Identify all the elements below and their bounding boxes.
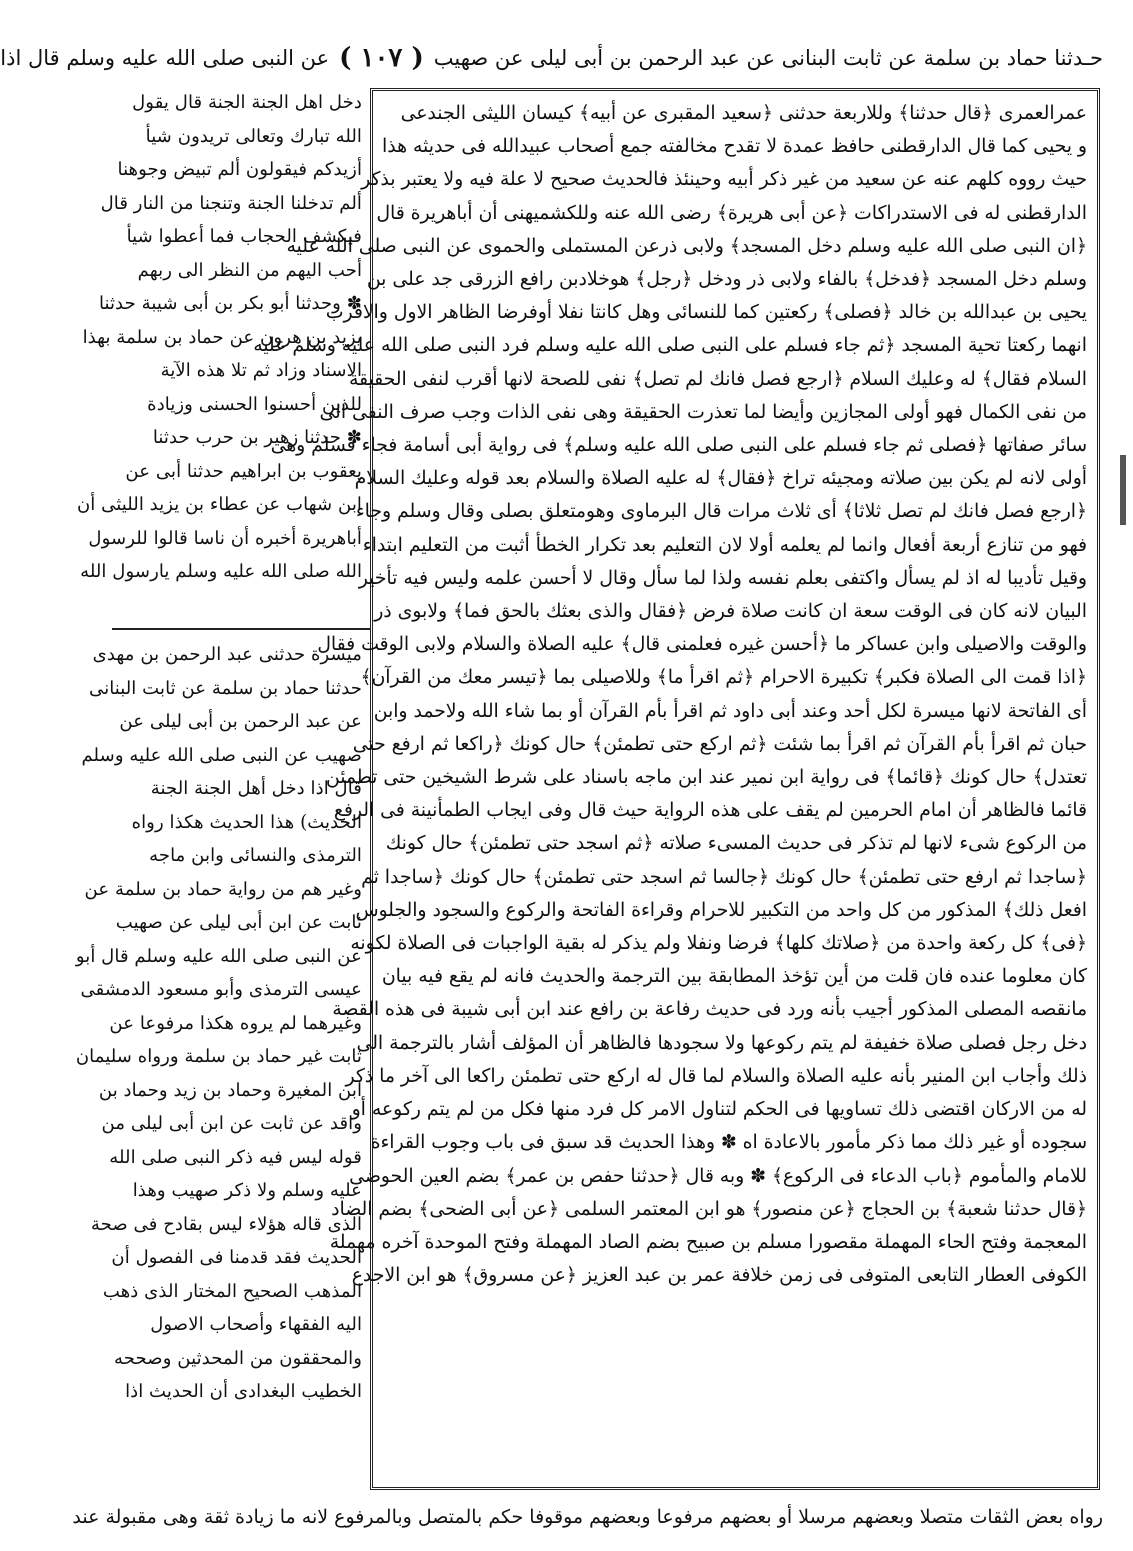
commentary-line: قائما فالظاهر أن امام الحرمين لم يقف على هذه الرواية حيث قال وفى ايجاب الطمأنينة فى الرفع <box>333 800 1087 822</box>
side-text-line: عيسى الترمذى وأبو مسعود الدمشقى <box>80 979 362 1000</box>
commentary-line: أى الفاتحة لانها ميسرة لكل أحد وعند أبى داود ثم اقرأ بأم القرآن أو بما شاء الله ولاحمد وابن <box>373 700 1087 722</box>
side-text-line: حدثنا حماد بن سلمة عن ثابت البنانى <box>89 677 362 699</box>
side-text-line: للذين أحسنوا الحسنى وزيادة <box>147 393 362 415</box>
commentary-line: افعل ذلك﴾ المذكور من كل واحد من التكبير للاحرام وقراءة الفاتحة والركوع والسجود والجلوس <box>355 899 1087 921</box>
commentary-line: ﴿فى﴾ كل ركعة واحدة من ﴿صلاتك كلها﴾ فرضا ونفلا ولم يذكر له بقية الواجبات فى الصلاة لكونه <box>350 933 1087 955</box>
commentary-line: كان معلوما عنده فان قلت من أين تؤخذ المطابقة بين الترجمة والحديث فانه لم يقع فيه بيان <box>381 966 1087 988</box>
side-text-line: ثابت غير حماد بن سلمة ورواه سليمان <box>75 1046 362 1067</box>
side-text-line: أباهريرة أخبره أن ناسا قالوا للرسول <box>88 527 362 549</box>
page-number: ( ١٠٧ ) <box>339 43 424 73</box>
side-text-line: عليه وسلم ولا ذكر صهيب وهذا <box>132 1180 362 1201</box>
side-text-line: اليه الفقهاء وأصحاب الاصول <box>150 1314 362 1335</box>
side-text-line: الله صلى الله عليه وسلم يارسول الله <box>80 561 362 582</box>
margin-mark <box>1120 455 1126 525</box>
side-text-line: وغيرهما لم يروه هكذا مرفوعا عن <box>109 1012 362 1034</box>
side-text-line: الحديث) هذا الحديث هكذا رواه <box>131 811 362 833</box>
side-text-line: قال اذا دخل أهل الجنة الجنة <box>150 778 362 799</box>
commentary-line: وسلم دخل المسجد ﴿فدخل﴾ بالفاء ولابى ذر ودخل ﴿رجل﴾ هوخلادبن رافع الزرقى جد على بن <box>366 269 1087 291</box>
commentary-line: ﴿ساجدا ثم ارفع حتى تطمئن﴾ حال كونك ﴿جالسا ثم اسجد حتى تطمئن﴾ حال كونك ﴿ساجدا ثم <box>361 866 1087 888</box>
commentary-line: ذلك وأجاب ابن المنير بأنه عليه الصلاة والسلام لما قال له اركع حتى تطمئن راكعا الى آخر ما ذكر <box>345 1065 1087 1087</box>
side-text-line: واقد عن ثابت عن ابن أبى ليلى من <box>101 1113 362 1134</box>
side-text-line: قوله ليس فيه ذكر النبى صلى الله <box>109 1146 362 1168</box>
side-text-line: يعقوب بن ابراهيم حدثنا أبى عن <box>125 460 362 482</box>
commentary-line: ﴿اذا قمت الى الصلاة فكبر﴾ تكبيرة الاحرام ﴿ثم اقرأ ما﴾ وللاصيلى بما ﴿تيسر معك من القرآن﴾ <box>360 667 1087 689</box>
commentary-line: السلام فقال﴾ له وعليك السلام ﴿ارجع فصل فانك لم تصل﴾ نفى للصحة لانها أقرب لنفى الحقيقة <box>348 368 1087 390</box>
page-header <box>0 38 1103 78</box>
commentary-line: حيث رووه كلهم عنه عن سعيد من غير ذكر أبيه وحينئذ فالحديث صحيح لا علة فيه ولا يعتبر بذكر <box>361 169 1087 191</box>
commentary-line: دخل رجل فصلى صلاة خفيفة لم يتم ركوعها ولا سجودها فالظاهر أن المؤلف أشار بالترجمة الى <box>356 1032 1087 1054</box>
commentary-line: من نفى الكمال فهو أولى المجازين وأيضا لما تعذرت الحقيقة وهى نفى الذات وجب صرف النفى الى <box>319 401 1087 423</box>
side-text-line: الترمذى والنسائى وابن ماجه <box>149 845 362 866</box>
side-text-line: دخل اهل الجنة الجنة قال يقول <box>132 92 362 113</box>
commentary-line: أولى لانه لم يكن بين صلاته ومجيئه تراخ ﴿فقال﴾ له عليه الصلاة والسلام بعد قوله وعليك السلام <box>354 468 1087 490</box>
header-left-text: عن النبى صلى الله عليه وسلم قال اذا <box>0 46 330 70</box>
side-text-line: ✽ وحدثنا أبو بكر بن أبى شيبة حدثنا <box>98 293 362 314</box>
side-column-bottom <box>75 638 362 1488</box>
side-text-line: الله تبارك وتعالى تريدون شيأ <box>145 125 362 147</box>
commentary-line: للامام والمأموم ﴿باب الدعاء فى الركوع﴾ ✽ وبه قال ﴿حدثنا حفص بن عمر﴾ بضم العين الحوضى <box>349 1165 1087 1187</box>
commentary-line: من الركوع شىء لانها لم تذكر فى حديث المسىء صلاته ﴿ثم اسجد حتى تطمئن﴾ حال كونك <box>385 833 1087 855</box>
commentary-line: ﴿ارجع فصل فانك لم تصل ثلاثا﴾ أى ثلاث مرات قال البرماوى وهومتعلق بصلى وقال وسلم وجاء <box>355 501 1087 523</box>
side-text-line: عن النبى صلى الله عليه وسلم قال أبو <box>75 945 362 967</box>
commentary-line: ﴿ان النبى صلى الله عليه وسلم دخل المسجد﴾ ولابى ذرعن المستملى والحموى عن النبى صلى الله عليه <box>286 235 1087 257</box>
side-text-line: ✽ حدثنا زهير بن حرب حدثنا <box>152 427 362 448</box>
side-text-line: الاسناد وزاد ثم تلا هذه الآية <box>160 360 362 381</box>
side-text-line: الحديث فقد قدمنا فى الفصول أن <box>111 1247 362 1268</box>
commentary-line: وقيل تأديبا له اذ لم يسأل واكتفى بعلم نفسه ولذا لما سأل وقال لا أحسن علمه وليس فيه تأخير <box>358 567 1087 589</box>
commentary-line: عمرالعمرى ﴿قال حدثنا﴾ وللاربعة حدثنى ﴿سعيد المقبرى عن أبيه﴾ كيسان الليثى الجندعى <box>400 103 1087 124</box>
page-footer-line: رواه بعض الثقات متصلا وبعضهم مرسلا أو بعضهم مرفوعا وبعضهم موقوفا حكم بالمتصل وبالمرفوع لانه ما زيادة ثقة وهى مقبولة عند <box>72 1506 1103 1528</box>
commentary-line: والوقت والاصيلى وابن عساكر ما ﴿أحسن غيره فعلمنى قال﴾ عليه الصلاة والسلام ولابى الوقت فقال <box>317 634 1087 656</box>
commentary-line: ﴿قال حدثنا شعبة﴾ بن الحجاج ﴿عن منصور﴾ هو ابن المعتمر السلمى ﴿عن أبى الضحى﴾ بضم الضاد <box>331 1198 1087 1220</box>
commentary-line: تعتدل﴾ حال كونك ﴿قائما﴾ فى رواية ابن نمير عند ابن ماجه باسناد على شرط الشيخين حتى تطمئن <box>325 767 1087 789</box>
commentary-line: و يحيى كما قال الدارقطنى حافظ عمدة لا تقدح مخالفته جمع أصحاب عبيدالله فى حديثه هذا <box>382 136 1087 158</box>
side-text-line: عن عبد الرحمن بن أبى ليلى عن <box>119 711 362 732</box>
side-column-divider <box>112 628 370 630</box>
side-text-line: ابن شهاب عن عطاء بن يزيد الليثى أن <box>76 494 362 515</box>
commentary-line: سجوده أو غير ذلك مما ذكر مأمور بالاعادة اه ✽ وهذا الحديث قد سبق فى باب وجوب القراءة <box>370 1132 1087 1154</box>
side-text-line: أحب اليهم من النظر الى ربهم <box>137 259 362 281</box>
commentary-line: البيان لانه كان فى الوقت سعة ان كانت صلاة فرض ﴿فقال والذى بعثك بالحق فما﴾ ولابوى ذر <box>374 601 1087 623</box>
side-text-line: يزيد بن هرون عن حماد بن سلمة بهذا <box>82 326 362 348</box>
commentary-line: انهما ركعتا تحية المسجد ﴿ثم جاء فسلم على النبى صلى الله عليه وسلم فرد النبى صلى الله عليه وسلم عليه <box>253 335 1087 357</box>
commentary-line: حبان ثم اقرأ بأم القرآن ثم اقرأ بما شئت ﴿ثم اركع حتى تطمئن﴾ حال كونك ﴿راكعا ثم ارفع حتى <box>352 733 1087 755</box>
commentary-line: له من الاركان اقتضى ذلك تساويها فى الحكم لتناول الامر كل فرد منها فكل من لم يتم ركوعه أو <box>351 1099 1087 1121</box>
side-text-line: ألم تدخلنا الجنة وتنجنا من النار قال <box>100 192 362 214</box>
side-text-line: أزيدكم فيقولون ألم تبيض وجوهنا <box>117 159 362 180</box>
side-text-line: فيكشف الحجاب فما أعطوا شيأ <box>126 226 362 247</box>
side-text-line: الخطيب البغدادى أن الحديث اذا <box>125 1381 362 1402</box>
commentary-line: مانقصه المصلى المذكور أجيب بأنه ورد فى حديث رفاعة بن رافع عند ابن أبى شيبة فى هذه القصة <box>332 999 1087 1021</box>
side-column-top <box>76 86 362 621</box>
commentary-line: الكوفى العطار التابعى المتوفى فى زمن خلافة عمر بن عبد العزيز ﴿عن مسروق﴾ هو ابن الاجدع <box>351 1265 1087 1287</box>
header-right-text: حـدثنا حماد بن سلمة عن ثابت البنانى عن عبد الرحمن بن أبى ليلى عن صهيب <box>433 46 1103 70</box>
side-text-line: الذى قاله هؤلاء ليس بقادح فى صحة <box>90 1213 362 1235</box>
commentary-line: المعجمة وفتح الحاء المهملة مقصورا مسلم بن صبيح بضم الصاد المهملة وفتح الموحدة آخره مهملة <box>329 1231 1087 1253</box>
side-text-line: ابن المغيرة وحماد بن زيد وحماد بن <box>98 1079 362 1101</box>
commentary-line: يحيى بن عبدالله بن خالد ﴿فصلى﴾ ركعتين كما للنسائى وهل كانتا نفلا أوفرضا الظاهر الاول والاقرب <box>325 302 1087 324</box>
side-text-line: وغير هم من رواية حماد بن سلمة عن <box>84 878 362 900</box>
commentary-line: الدارقطنى له فى الاستدراكات ﴿عن أبى هريرة﴾ رضى الله عنه وللكشميهنى أن أباهريرة قال <box>376 202 1087 224</box>
side-text-line: والمحققون من المحدثين وصححه <box>114 1347 362 1369</box>
commentary-line: سائر صفاتها ﴿فصلى ثم جاء فسلم على النبى صلى الله عليه وسلم﴾ فى رواية أبى أسامة فجاء فسلم وهى <box>270 435 1087 457</box>
side-text-line: المذهب الصحيح المختار الذى ذهب <box>102 1280 362 1302</box>
side-text-line: ثابت عن ابن أبى ليلى عن صهيب <box>115 912 362 933</box>
commentary-line: فهو من تنازع أربعة أفعال وانما لم يعلمه أولا لان التعليم بعد تكرار الخطأ أثبت من التعليم ابتداء <box>362 534 1087 556</box>
side-text-line: ميسرة حدثنى عبد الرحمن بن مهدى <box>92 644 362 665</box>
side-text-line: صهيب عن النبى صلى الله عليه وسلم <box>81 744 362 766</box>
